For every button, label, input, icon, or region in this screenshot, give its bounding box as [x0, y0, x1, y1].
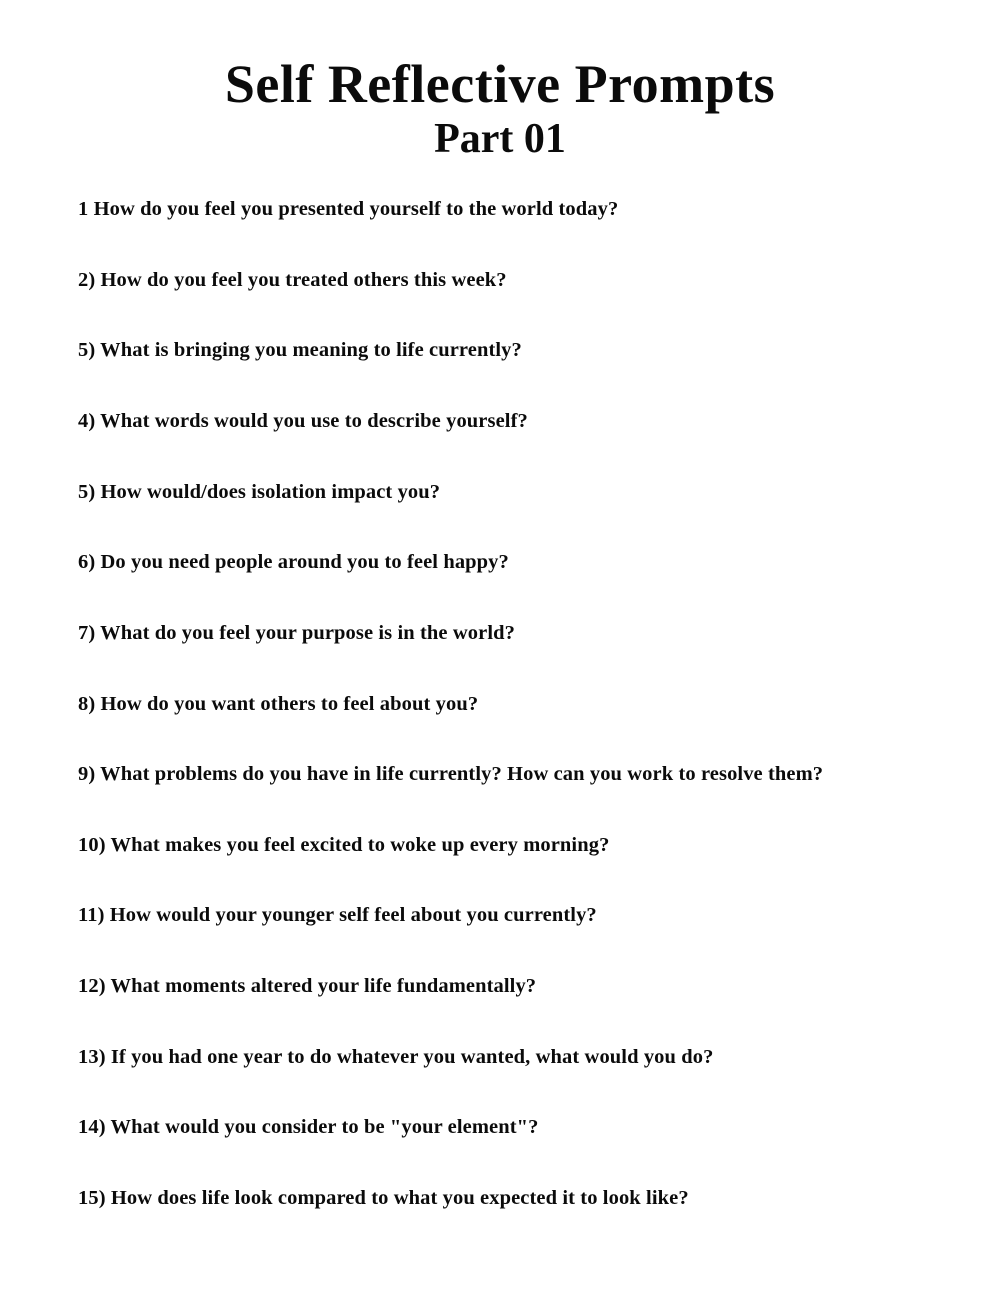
list-item: 7) What do you feel your purpose is in the world?	[78, 621, 515, 644]
list-item: 1 How do you feel you presented yourself to the world today?	[78, 198, 619, 221]
list-item: 9) What problems do you have in life currently? How can you work to resolve them?	[78, 763, 824, 786]
list-item: 6) Do you need people around you to feel happy?	[78, 551, 509, 574]
list-item: 2) How do you feel you treated others this week?	[78, 268, 507, 291]
page-subtitle: Part 01	[434, 116, 566, 163]
list-item: 5) What is bringing you meaning to life currently?	[78, 339, 522, 362]
list-item: 14) What would you consider to be "your element"?	[78, 1116, 539, 1139]
list-item: 15) How does life look compared to what you expected it to look like?	[78, 1186, 689, 1209]
list-item: 4) What words would you use to describe yourself?	[78, 410, 528, 433]
page-title: Self Reflective Prompts	[224, 54, 776, 114]
prompt-list	[70, 197, 930, 1211]
list-item: 13) If you had one year to do whatever you wanted, what would you do?	[78, 1045, 714, 1068]
document-title-block	[70, 56, 930, 163]
list-item: 11) How would your younger self feel about you currently?	[78, 904, 597, 927]
list-item: 10) What makes you feel excited to woke up every morning?	[78, 833, 610, 856]
list-item: 12) What moments altered your life fundamentally?	[78, 975, 537, 998]
list-item: 8) How do you want others to feel about you?	[78, 692, 479, 715]
list-item: 5) How would/does isolation impact you?	[78, 480, 441, 503]
